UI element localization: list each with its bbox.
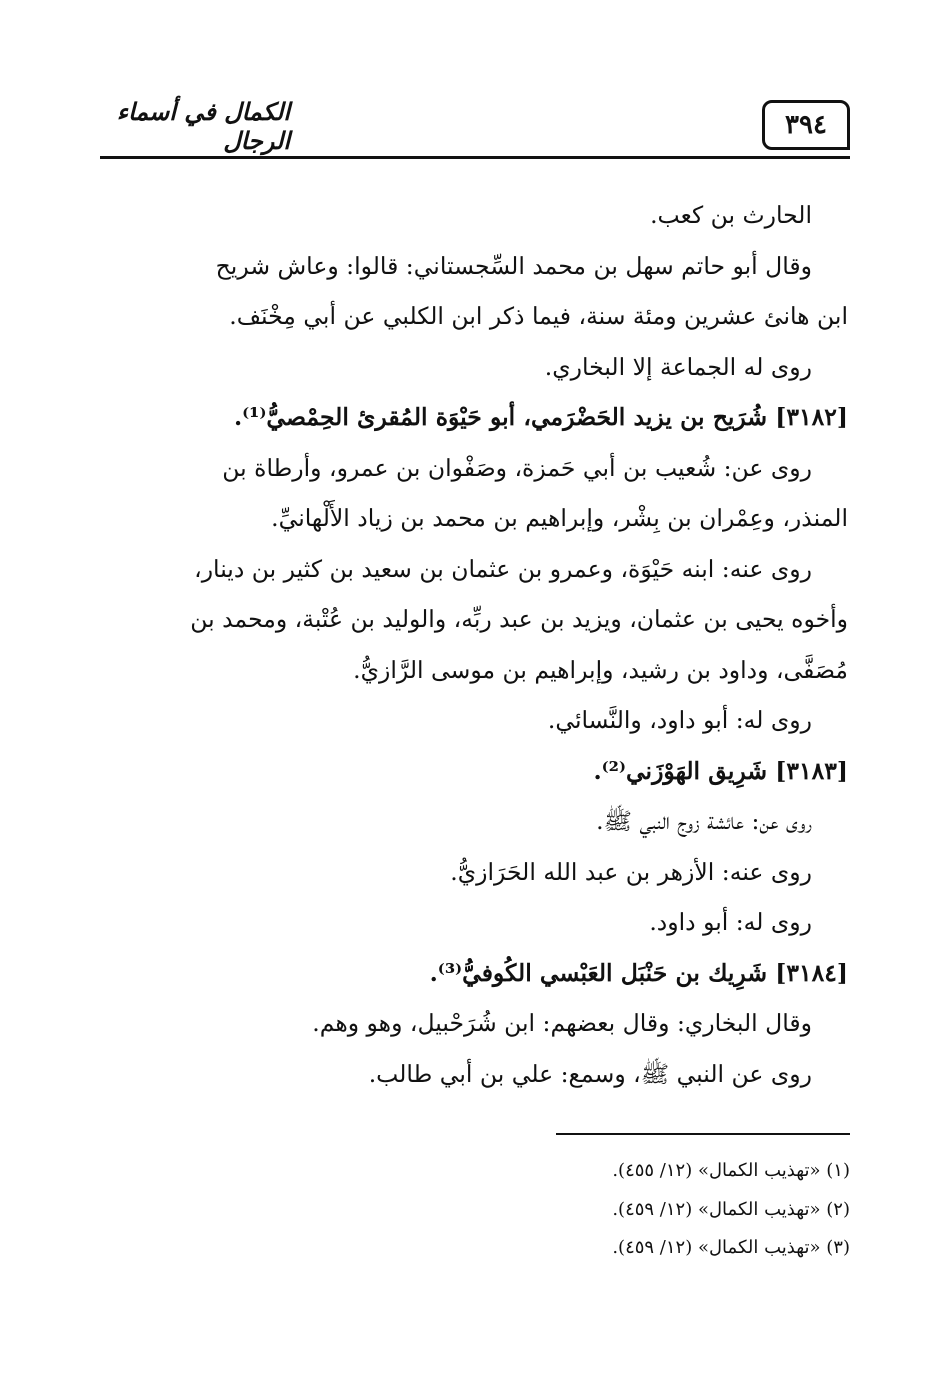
footnote-rule xyxy=(556,1133,850,1135)
page-number: ٣٩٤ xyxy=(762,100,850,150)
text-line: روى عنه: الأزهر بن عبد الله الحَرَازيُّ. xyxy=(450,857,812,886)
text-line: الحارث بن كعب. xyxy=(650,201,812,229)
entry-heading: [٣١٨٢] شُرَيح بن يزيد الحَضْرَمي، أبو حَيْوَة المُقرئ الحِمْصيُّ⁽¹⁾. xyxy=(233,403,848,431)
text-line: روى عن: شُعيب بن أبي حَمزة، وصَفْوان بن عمرو، وأرطاة بن xyxy=(222,453,812,482)
text-line: روى عن: عائشة زوج النبي ﷺ. xyxy=(596,807,812,835)
entry-heading: [٣١٨٣] شَرِيق الهَوْزَني⁽²⁾. xyxy=(593,756,848,785)
text-line: روى عنه: ابنه حَيْوَة، وعمرو بن عثمان بن سعيد بن كثير بن دينار، xyxy=(194,554,812,583)
text-line: وقال أبو حاتم سهل بن محمد السِّجستاني: قالوا: وعاش شريح xyxy=(215,251,812,280)
footnote: (٣) «تهذيب الكمال» (١٢/ ٤٥٩). xyxy=(612,1237,850,1258)
text-line: روى له: أبو داود. xyxy=(649,908,812,936)
text-line: ابن هانئ عشرين ومئة سنة، فيما ذكر ابن الكلبي عن أبي مِخْنَف. xyxy=(229,302,848,330)
header-rule xyxy=(100,156,850,159)
entry-heading: [٣١٨٤] شَرِيك بن حَنْبَل العَبْسي الكُوفيُّ⁽³⁾. xyxy=(429,958,848,987)
text-line: المنذر، وعِمْران بن بِشْر، وإبراهيم بن محمد بن زياد الأَلْهانيِّ. xyxy=(271,504,848,532)
text-line: وقال البخاري: وقال بعضهم: ابن شُرَحْبيل، وهو وهم. xyxy=(312,1009,812,1037)
footnote: (١) «تهذيب الكمال» (١٢/ ٤٥٥). xyxy=(612,1160,850,1181)
text-line: روى له: أبو داود، والنَّسائي. xyxy=(547,706,812,734)
footnotes xyxy=(400,1152,850,1268)
book-title: الكمال في أسماء الرجال xyxy=(116,97,290,155)
body-text xyxy=(108,190,848,1099)
text-line: مُصَفَّى، وداود بن رشيد، وإبراهيم بن موسى الرَّازيُّ. xyxy=(353,655,848,684)
text-line: روى عن النبي ﷺ، وسمع: علي بن أبي طالب. xyxy=(368,1059,812,1088)
page-header xyxy=(100,97,850,160)
text-line: وأخوه يحيى بن عثمان، ويزيد بن عبد ربِّه، والوليد بن عُتْبة، ومحمد بن xyxy=(190,605,848,633)
footnote: (٢) «تهذيب الكمال» (١٢/ ٤٥٩). xyxy=(612,1198,850,1220)
text-line: روى له الجماعة إلا البخاري. xyxy=(544,352,812,381)
